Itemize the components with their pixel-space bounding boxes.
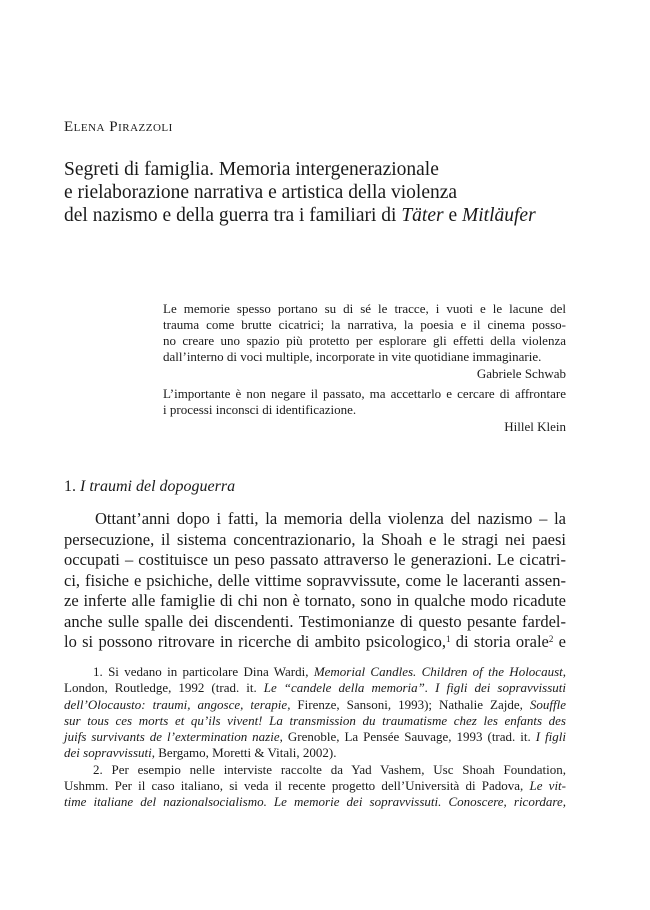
author-name: Elena Pirazzoli xyxy=(64,119,173,135)
body-line: occupati – costituisce un peso passato attraverso le generazioni. Le cicatri- xyxy=(64,550,566,569)
body-text: lo si possono ritrovare in ricerche di ambito psicologico, xyxy=(64,632,446,651)
footnote-ref: 1 xyxy=(445,634,451,644)
title-italic-term: Mitläufer xyxy=(462,205,536,226)
body-line: Ottant’anni dopo i fatti, la memoria della violenza del nazismo – la xyxy=(95,509,566,528)
epigraph-line: dall’interno di voci multiple, incorporate in vite quotidiane immaginarie. xyxy=(163,349,542,364)
section-number: 1. xyxy=(64,478,76,495)
footnote-italic: I figli xyxy=(535,729,566,745)
footnote-text: , Bergamo, Moretti & Vitali, 2002). xyxy=(151,745,337,761)
footnote-text: London, Routledge, 1992 (trad. it. xyxy=(64,680,264,696)
section-heading xyxy=(64,478,235,496)
footnote-line xyxy=(64,680,566,696)
footnote-italic: time italiane del nazionalsocialismo. Le memorie dei sopravvissuti. Conoscere, ricordare, xyxy=(64,794,566,810)
title-italic-term: Täter xyxy=(401,205,444,226)
footnote-italic: sur tous ces morts et qu’ils vivent! La transmission du traumatisme chez les enfants des xyxy=(64,712,566,728)
footnote-italic: dei sopravvissuti xyxy=(64,745,152,761)
body-line: ci, fisiche e psichiche, delle vittime sopravvissute, come le laceranti assen- xyxy=(64,570,566,590)
title-line: Segreti di famiglia. Memoria intergenerazionale xyxy=(64,159,439,180)
epigraph-line: Le memorie spesso portano su di sé le tracce, i vuoti e le lacune del xyxy=(163,301,566,316)
title-line: e rielaborazione narrativa e artistica della violenza xyxy=(64,182,458,203)
footnote-text: Ushmm. Per il caso italiano, si veda il recente progetto dell’Università di Padova, xyxy=(64,778,530,794)
footnotes xyxy=(64,664,566,811)
footnote-text: 1. Si vedano in particolare Dina Wardi, xyxy=(93,664,314,679)
footnote-italic: dell’Olocausto: traumi, angosce, terapie xyxy=(64,696,288,712)
epigraph-line: i processi inconsci di identificazione. xyxy=(163,402,357,417)
body-line: persecuzione, il sistema concentrazionario, la Shoah e le stragi nei paesi xyxy=(64,529,566,549)
footnote-ref: 2 xyxy=(548,634,554,644)
body-text: e xyxy=(553,632,567,651)
footnote-line xyxy=(64,664,566,680)
epigraph-line: L’importante è non negare il passato, ma accettarlo e cercare di affrontare xyxy=(163,386,566,401)
body-line xyxy=(64,632,566,653)
footnote-line xyxy=(64,778,566,794)
title-text: e xyxy=(443,205,462,226)
epigraph-line: trauma come brutte cicatrici; la narrativa, la poesia e il cinema posso- xyxy=(163,317,566,332)
footnote-italic: juifs survivants de l’extermination nazie xyxy=(64,729,280,745)
article-title xyxy=(64,158,604,227)
epigraph-attribution: Hillel Klein xyxy=(504,419,566,434)
footnote-italic: Le vit- xyxy=(529,778,566,794)
footnote-line: 2. Per esempio nelle interviste raccolte da Yad Vashem, Usc Shoah Foundation, xyxy=(93,761,566,777)
body-paragraph xyxy=(64,509,566,653)
section-title: I traumi del dopoguerra xyxy=(80,478,236,495)
epigraph-line: no creare uno spazio più protetto per esplorare gli effetti della violenza xyxy=(163,333,566,348)
epigraph-quote xyxy=(163,386,566,418)
footnote-italic: Memorial Candles. Children of the Holocaust xyxy=(313,664,563,679)
footnote-text: , Firenze, Sansoni, 1993); Nathalie Zajde, xyxy=(287,696,530,712)
footnote-line xyxy=(64,697,566,713)
footnote-line xyxy=(64,794,566,810)
footnote-italic: Souffle xyxy=(529,696,566,712)
title-text: del nazismo e della guerra tra i familiari di xyxy=(64,205,402,226)
footnote-line xyxy=(64,729,566,745)
footnote-line xyxy=(64,745,566,761)
footnote-italic: Le “candele della memoria”. I figli dei sopravvissuti xyxy=(263,680,566,696)
epigraphs xyxy=(163,301,566,439)
footnote-line xyxy=(64,713,566,729)
footnote-text: , Grenoble, La Pensée Sauvage, 1993 (trad. it. xyxy=(279,729,536,745)
body-line: anche sulle spalle dei discendenti. Testimonianze di questo pesante fardel- xyxy=(64,611,566,631)
footnote-text: , xyxy=(562,664,566,679)
body-text: di storia orale xyxy=(450,632,549,651)
body-line: ze inferte alle famiglie di chi non è tornato, sono in qualche modo ricadute xyxy=(64,591,566,610)
epigraph-attribution: Gabriele Schwab xyxy=(476,366,566,381)
epigraph-quote xyxy=(163,301,566,365)
title-line xyxy=(64,204,604,227)
